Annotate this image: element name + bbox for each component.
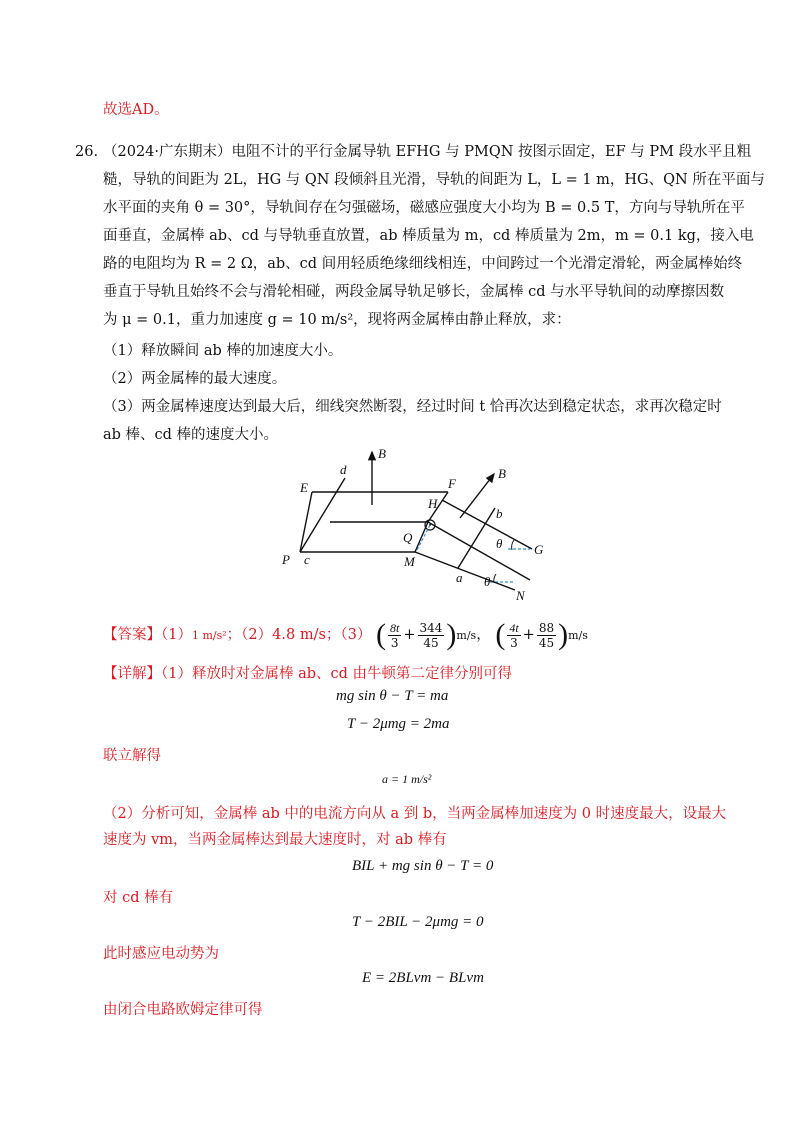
label-a: a xyxy=(456,570,463,585)
label-F: F xyxy=(448,476,456,491)
question-line-2: 糙，导轨的间距为 2L，HG 与 QN 段倾斜且光滑，导轨的间距为 L，L = 1 m，HG、QN 所在平面与 xyxy=(103,172,765,188)
answer-frac1-num: 8t xyxy=(390,620,400,635)
detail-emf-line: 此时感应电动势为 xyxy=(103,946,219,962)
label-B2: B xyxy=(498,466,506,481)
answer-frac2-den: 45 xyxy=(423,635,439,650)
previous-answer: 故选AD。 xyxy=(103,102,169,118)
answer-b-plus: + xyxy=(522,627,535,643)
equation-4: BIL + mg sin θ − T = 0 xyxy=(352,858,494,874)
label-theta-lower: θ xyxy=(484,574,491,589)
question-line-7: 为 μ = 0.1，重力加速度 g = 10 m/s²，现将两金属棒由静止释放，求： xyxy=(103,312,571,328)
equation-1: mg sin θ − T = ma xyxy=(336,688,449,704)
label-B1: B xyxy=(378,446,386,461)
detail-intro: （1）释放时对金属棒 ab、cd 由牛顿第二定律分别可得 xyxy=(161,666,513,682)
detail-part2-line2: 速度为 vm，当两金属棒达到最大速度时，对 ab 棒有 xyxy=(103,832,447,848)
question-part-2: （2）两金属棒的最大速度。 xyxy=(103,371,287,387)
rail-QM-connector xyxy=(415,522,428,552)
answer-b-unit: m/s xyxy=(568,629,588,642)
rail-diagram xyxy=(270,440,570,600)
label-H: H xyxy=(428,496,438,511)
label-c: c xyxy=(304,552,310,567)
rail-HG xyxy=(442,500,532,549)
detail-tag: 【详解】 xyxy=(103,666,161,682)
rail-QN-upper xyxy=(428,522,530,580)
answer-line: 【答案】（1）1 m/s²；（2）4.8 m/s；（3） ( $\frac{8t}{3}$ + $\frac{344}{45}$ )m/s， ( $\frac{4t}{3}$ + $\frac{88}{45}$ )m/s xyxy=(103,618,588,651)
question-part-3: （3）两金属棒速度达到最大后，细线突然断裂，经过时间 t 恰再次达到稳定状态，求再次稳定时 xyxy=(103,399,722,415)
rod-ab xyxy=(458,508,495,568)
question-line-6: 垂直于导轨且始终不会与滑轮相碰，两段金属导轨足够长，金属棒 cd 与水平导轨间的动摩擦因数 xyxy=(103,284,725,300)
detail-cd-line: 对 cd 棒有 xyxy=(103,890,174,906)
answer-frac2-num: 344 xyxy=(419,620,443,635)
answer-b-frac1-num: 4t xyxy=(509,620,519,635)
answer-p3-label: （3） xyxy=(340,627,372,643)
label-M: M xyxy=(404,554,415,569)
detail-ohm-line: 由闭合电路欧姆定律可得 xyxy=(103,1002,263,1018)
question-number: 26. xyxy=(75,144,99,160)
answer-p1-value: 1 m/s² xyxy=(191,629,227,642)
answer-unit: m/s xyxy=(456,629,477,642)
label-b: b xyxy=(496,506,503,521)
answer-p1-label: （1） xyxy=(161,627,192,643)
detail-solve-line: 联立解得 xyxy=(103,748,161,764)
answer-p2-label: （2） xyxy=(241,627,273,643)
question-line-3: 水平面的夹角 θ = 30°，导轨间存在匀强磁场，磁感应强度大小均为 B = 0.5 T，方向与导轨所在平 xyxy=(103,200,745,216)
answer-frac1-den: 3 xyxy=(390,635,399,650)
answer-tag: 【答案】 xyxy=(103,627,161,643)
label-E: E xyxy=(300,480,308,495)
equation-6: E = 2BLvm − BLvm xyxy=(362,970,484,986)
answer-b-frac2-den: 45 xyxy=(538,635,555,650)
label-P: P xyxy=(282,552,290,567)
question-line-1: （2024·广东期末）电阻不计的平行金属导轨 EFHG 与 PMQN 按图示固定，EF 与 PM 段水平且粗 xyxy=(103,144,752,160)
answer-p2-value: 4.8 m/s xyxy=(272,627,326,643)
answer-b-frac1-den: 3 xyxy=(510,635,518,650)
question-line-5: 路的电阻均为 R = 2 Ω，ab、cd 间用轻质绝缘细线相连，中间跨过一个光滑定滑轮，两金属棒始终 xyxy=(103,256,743,272)
question-part-3-cont: ab 棒、cd 棒的速度大小。 xyxy=(103,427,279,443)
label-G: G xyxy=(534,542,544,557)
label-theta-upper: θ xyxy=(496,536,503,551)
question-line-4: 面垂直，金属棒 ab、cd 与导轨垂直放置，ab 棒质量为 m，cd 棒质量为 2m，m = 0.1 kg，接入电 xyxy=(103,228,754,244)
equation-2: T − 2μmg = 2ma xyxy=(347,716,450,732)
equation-5: T − 2BIL − 2μmg = 0 xyxy=(352,914,484,930)
dashed-line-left xyxy=(417,525,430,550)
answer-b-frac2-num: 88 xyxy=(538,620,555,635)
b-field-arrow-inclined xyxy=(460,474,494,518)
label-d: d xyxy=(340,462,347,477)
answer-plus: + xyxy=(403,627,416,643)
answer-sep1: ； xyxy=(226,627,242,643)
answer-sep2: ； xyxy=(325,627,341,643)
detail-part2-line1: （2）分析可知，金属棒 ab 中的电流方向从 a 到 b，当两金属棒加速度为 0 时速度最大，设最大 xyxy=(103,806,727,822)
label-N: N xyxy=(516,588,525,600)
equation-3: a = 1 m/s² xyxy=(382,772,432,786)
detail-intro-line xyxy=(103,664,512,684)
label-Q: Q xyxy=(403,530,413,545)
question-part-1: （1）释放瞬间 ab 棒的加速度大小。 xyxy=(103,343,343,359)
answer-comma: ， xyxy=(476,627,491,643)
